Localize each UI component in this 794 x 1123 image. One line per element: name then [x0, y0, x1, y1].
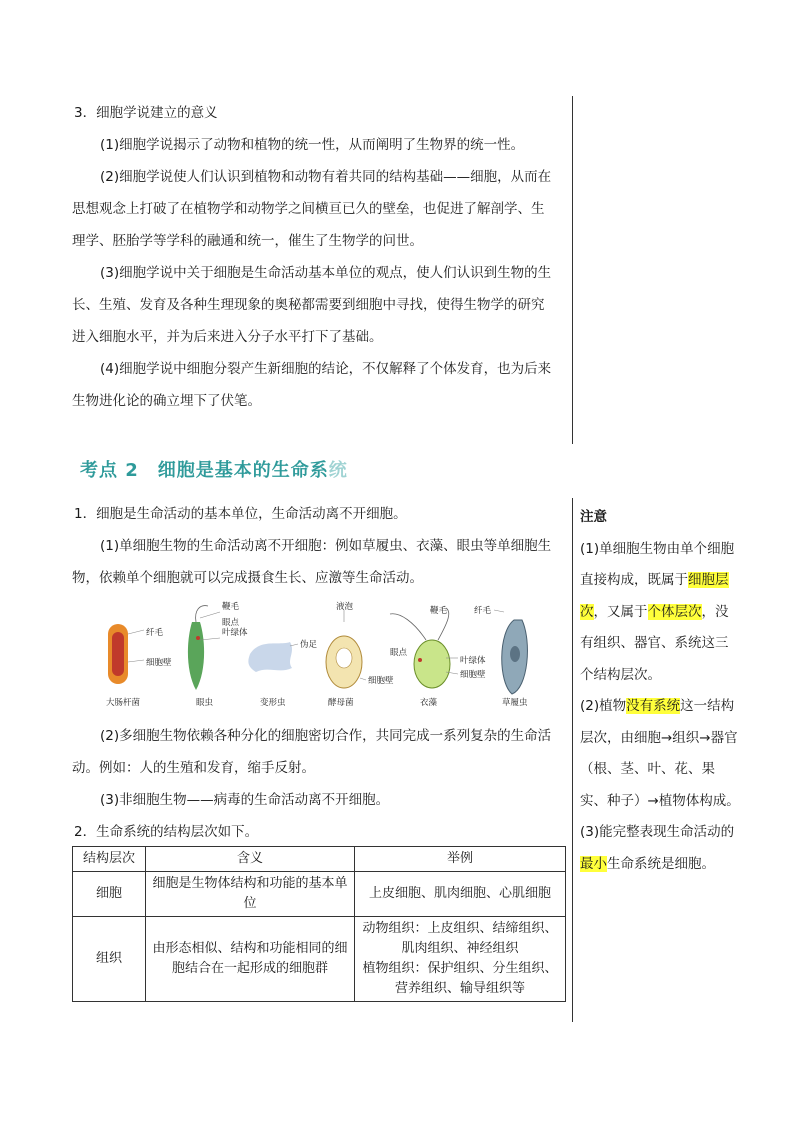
section3-p1: (1)细胞学说揭示了动物和植物的统一性，从而阐明了生物界的统一性。 [100, 137, 525, 153]
note-item-2 [580, 691, 740, 817]
section3-p2-line2: 思想观念上打破了在植物学和动物学之间横亘已久的壁垒，也促进了解剖学、生 [72, 201, 545, 217]
label-eyespot-1: 眼点 [222, 618, 240, 628]
heading-fade: 统 [328, 460, 348, 481]
paramecium-drawing [494, 610, 527, 694]
label-vacuole: 液泡 [336, 602, 354, 612]
label-eyespot-2: 眼点 [390, 648, 408, 658]
table-header-example: 举例 [355, 847, 566, 872]
table-header-level: 结构层次 [73, 847, 146, 872]
label-ecoli: 大肠杆菌 [106, 698, 141, 708]
label-cell-wall-1: 细胞壁 [146, 658, 172, 668]
section3-p3-line2: 长、生殖、发育及各种生理现象的奥秘都需要到细胞中寻找，使得生物学的研究 [72, 297, 545, 313]
label-cilia-1: 纤毛 [146, 628, 164, 638]
table-header-row [73, 847, 566, 872]
item1-p1-line1: (1)单细胞生物的生命活动离不开细胞：例如草履虫、衣藻、眼虫等单细胞生 [100, 538, 552, 554]
note-2-text-b: 这一结构层次，由细胞→组织→器官（根、茎、叶、花、果实、种子）→植物体构成。 [580, 698, 740, 809]
note-1-text-b: ，又属于 [593, 603, 648, 620]
label-yeast: 酵母菌 [328, 698, 354, 708]
note-title: 注意 [580, 509, 607, 525]
section3-title: 3．细胞学说建立的意义 [74, 105, 218, 121]
section3 [72, 97, 568, 417]
table-cell: 组织 [73, 917, 146, 1002]
item2: 2．生命系统的结构层次如下。 [74, 824, 259, 840]
structure-levels-table [72, 846, 566, 1002]
organism-figure [100, 602, 560, 708]
label-euglena: 眼虫 [196, 698, 214, 708]
margin-rule-top [572, 96, 573, 444]
note-1-text-c: ，没有组织、器官、系统这三个结构层次。 [580, 603, 729, 683]
note-1-highlight-1: 细胞层次 [580, 572, 729, 620]
section3-p2-line3: 理学、胚胎学等学科的融通和统一，催生了生物学的问世。 [72, 233, 423, 249]
label-cell-wall-3: 细胞壁 [460, 670, 486, 680]
label-chloroplast-1: 叶绿体 [222, 628, 248, 638]
table-cell: 动物组织：上皮组织、结缔组织、肌肉组织、神经组织 植物组织：保护组织、分生组织、营养组织、输导组织等 [355, 917, 566, 1002]
item1-p2-line1: (2)多细胞生物依赖各种分化的细胞密切合作，共同完成一系列复杂的生命活 [100, 728, 552, 744]
table-row [73, 872, 566, 917]
organism-illustration [100, 602, 560, 708]
label-chloroplast-2: 叶绿体 [460, 656, 486, 666]
section3-p4-line1: (4)细胞学说中细胞分裂产生新细胞的结论，不仅解释了个体发育，也为后来 [100, 361, 552, 377]
section3-p4-line2: 生物进化论的确立埋下了伏笔。 [72, 393, 261, 409]
item1: 1．细胞是生命活动的基本单位，生命活动离不开细胞。 [74, 506, 407, 522]
ecoli-drawing [108, 624, 144, 684]
label-chlamydomonas: 衣藻 [420, 698, 438, 708]
body-top [72, 498, 568, 594]
heading-main: 考点 2 细胞是基本的生命系 [80, 460, 329, 481]
table-row [73, 917, 566, 1002]
note-sidebar [580, 502, 740, 880]
note-1-text-a: (1)单细胞生物由单个细胞直接构成，既属于 [580, 540, 735, 588]
margin-rule-bottom [572, 498, 573, 1022]
section3-p3-line3: 进入细胞水平，并为后来进入分子水平打下了基础。 [72, 329, 383, 345]
body-bottom [72, 720, 568, 848]
label-flagellum-2: 鞭毛 [430, 606, 448, 616]
label-flagellum-1: 鞭毛 [222, 602, 240, 612]
item1-p2-line2: 动。例如：人的生殖和发育，缩手反射。 [72, 760, 315, 776]
label-paramecium: 草履虫 [502, 698, 528, 708]
note-2-text-a: (2)植物 [580, 698, 627, 714]
table-cell: 由形态相似、结构和功能相同的细胞结合在一起形成的细胞群 [146, 917, 355, 1002]
table-cell: 上皮细胞、肌肉细胞、心肌细胞 [355, 872, 566, 917]
amoeba-drawing [248, 642, 298, 672]
label-cell-wall-2: 细胞壁 [368, 676, 394, 686]
section3-p2-line1: (2)细胞学说使人们认识到植物和动物有着共同的结构基础——细胞，从而在 [100, 169, 552, 185]
table-header-meaning: 含义 [146, 847, 355, 872]
yeast-drawing [326, 610, 366, 688]
note-1-highlight-2: 个体层次 [647, 603, 702, 620]
note-item-3 [580, 817, 740, 880]
euglena-drawing [188, 606, 220, 690]
table-cell: 细胞 [73, 872, 146, 917]
label-pseudopod: 伪足 [300, 640, 318, 650]
item1-p3: (3)非细胞生物——病毒的生命活动离不开细胞。 [100, 792, 390, 808]
note-item-1 [580, 534, 740, 692]
note-2-highlight: 没有系统 [626, 698, 681, 714]
note-3-text-b: 生命系统是细胞。 [607, 855, 715, 872]
item1-p1-line2: 物，依赖单个细胞就可以完成摄食生长、应激等生命活动。 [72, 570, 423, 586]
label-cilia-2: 纤毛 [474, 606, 492, 616]
note-3-highlight: 最小 [580, 855, 607, 872]
note-3-text-a: (3)能完整表现生命活动的 [580, 824, 735, 840]
table-cell: 细胞是生物体结构和功能的基本单位 [146, 872, 355, 917]
label-amoeba: 变形虫 [260, 698, 286, 708]
section-heading [80, 456, 348, 482]
section3-p3-line1: (3)细胞学说中关于细胞是生命活动基本单位的观点，使人们认识到生物的生 [100, 265, 552, 281]
